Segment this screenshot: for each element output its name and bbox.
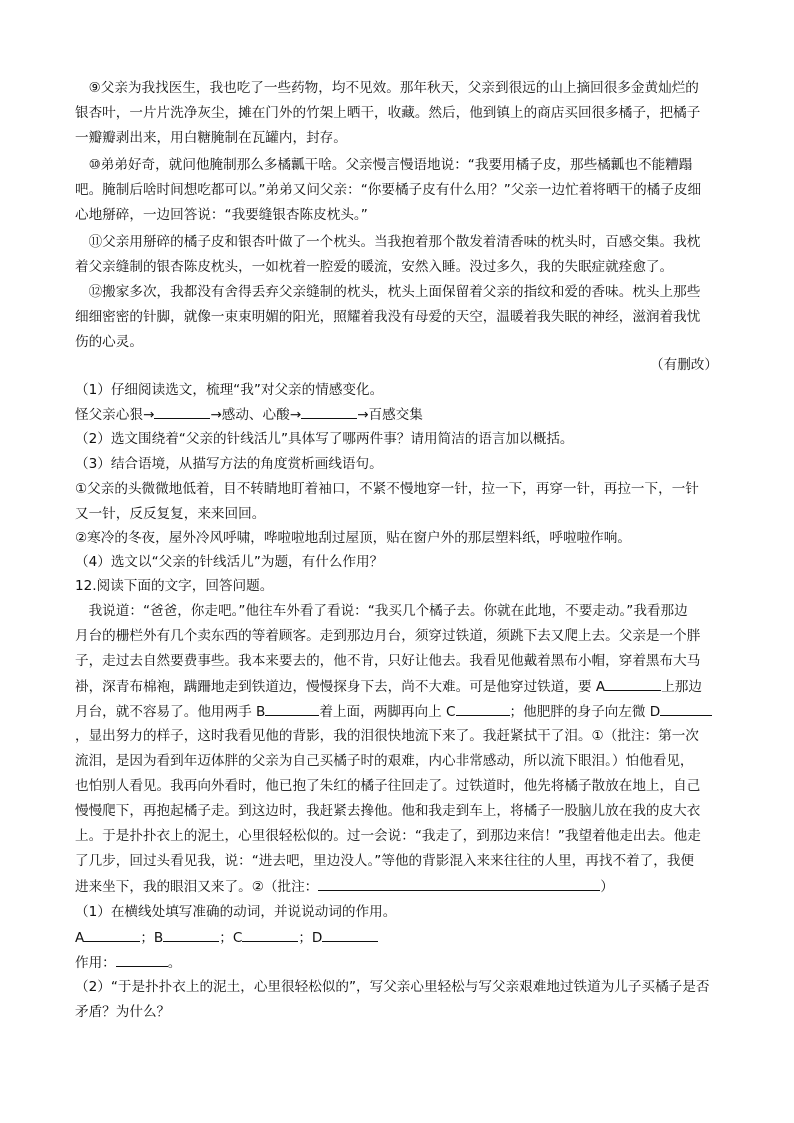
passage-line: 吧。腌制后啥时间想吃都可以。”弟弟又问父亲：“你要橘子皮有什么用？”父亲一边忙着将晒干的橘子皮细 <box>75 182 702 198</box>
label-a: A <box>75 930 85 946</box>
passage-line: ⑨父亲为我找医生，我也吃了一些药物，均不见效。那年秋天，父亲到很远的山上摘回很多金黄灿烂的 <box>75 80 699 96</box>
annotation-blank[interactable] <box>318 876 600 891</box>
passage-line: 子，走过去自然要费事些。我本来要去的，他不肯，只好让他去。我看见他戴着黑布小帽，穿着黑布大马 <box>75 653 701 669</box>
question-2: （2）选文围绕着“父亲的针线活儿”具体写了哪两件事？请用简洁的语言加以概括。 <box>75 431 574 447</box>
blank-d[interactable] <box>660 701 712 716</box>
passage-line: 心地掰碎，一边回答说：“我要缝银杏陈皮枕头。” <box>75 207 368 223</box>
passage-line: 也怕别人看见。我再向外看时，他已抱了朱红的橘子往回走了。过铁道时，他先将橘子散放在地上，自己 <box>75 778 701 794</box>
source-note: （有删改） <box>650 357 718 373</box>
passage-line: ，显出努力的样子，这时我看见他的背影，我的泪很快地流下来了。我赶紧拭干了泪。①（批注：第一次 <box>75 728 699 744</box>
answer-blank[interactable] <box>301 404 357 419</box>
passage-line <box>75 876 725 897</box>
blank-c[interactable] <box>456 701 510 716</box>
passage-line: ⑩弟弟好奇，就问他腌制那么多橘瓤干啥。父亲慢言慢语地说：“我要用橘子皮，那些橘瓤也不能糟蹋 <box>75 157 693 173</box>
answer-blank-a[interactable] <box>84 927 140 942</box>
passage-line: 细细密密的针脚，就像一束束明媚的阳光，照耀着我没有母爱的天空，温暖着我失眠的神经，滋润着我忧 <box>75 309 701 325</box>
passage-line: 了几步，回过头看见我，说：“进去吧，里边没人。”等他的背影混入来来往往的人里，再找不着了，我便 <box>75 853 695 869</box>
blank-a[interactable] <box>605 676 661 691</box>
answer-blank[interactable] <box>154 404 210 419</box>
passage-text: ；他肥胖的身子向左微 D <box>509 704 661 720</box>
passage-line: ⑫搬家多次，我都没有舍得丢弃父亲缝制的枕头，枕头上面保留着父亲的指纹和爱的香味。枕头上那些 <box>75 284 701 300</box>
q12-sub2: （2）“于是扑扑衣上的泥土，心里很轻松似的”，写父亲心里轻松与写父亲艰难地过铁道为儿子买橘子是否 <box>75 979 710 995</box>
question-3: （3）结合语境，从描写方法的角度赏析画线语句。 <box>75 456 383 472</box>
function-blank[interactable] <box>116 952 168 967</box>
passage-line: 着父亲缝制的银杏陈皮枕头，一如枕着一腔爱的暖流，安然入睡。没过多久，我的失眠症就痊愈了。 <box>75 259 674 275</box>
passage-text: 上那边 <box>661 679 702 695</box>
passage-text: 褂，深青布棉袍，蹒跚地走到铁道边，慢慢探身下去，尚不大难。可是他穿过铁道，要 A <box>75 679 606 695</box>
q12-sub1: （1）在横线处填写准确的动词，并说说动词的作用。 <box>75 904 397 920</box>
chain-end: →百感交集 <box>357 407 423 423</box>
passage-text: 月台，就不容易了。他用两手 B <box>75 704 266 720</box>
passage-text: 进来坐下，我的眼泪又来了。②（批注： <box>75 879 319 895</box>
quote-line: 又一针，反反复复，来来回回。 <box>75 506 266 522</box>
passage-line: 流泪，是因为看到年迈体胖的父亲为自己买橘子时的艰难，内心非常感动，所以流下眼泪。）怕他看见， <box>75 753 694 769</box>
passage-text: ） <box>600 879 614 895</box>
label-d: ；D <box>298 930 323 946</box>
passage-line: 月台的栅栏外有几个卖东西的等着顾客。走到那边月台，须穿过铁道，须跳下去又爬上去。父亲是一个胖 <box>75 628 701 644</box>
q12-sub2: 矛盾？为什么？ <box>75 1004 171 1020</box>
passage-line <box>75 676 725 697</box>
answer-blank-d[interactable] <box>322 927 378 942</box>
emotion-chain <box>75 404 725 425</box>
function-line <box>75 952 725 973</box>
passage-line: 上。于是扑扑衣上的泥土，心里很轻松似的。过一会说：“我走了，到那边来信！”我望着他走出去。他走 <box>75 828 701 844</box>
chain-start: 怪父亲心狠→ <box>75 407 155 423</box>
question-4: （4）选文以“父亲的针线活儿”为题，有什么作用？ <box>75 554 384 570</box>
question-12-title: 12.阅读下面的文字，回答问题。 <box>75 578 274 594</box>
answer-blank-c[interactable] <box>242 927 298 942</box>
answer-blank-b[interactable] <box>163 927 219 942</box>
passage-text: 着上面，两脚再向上 C <box>319 704 456 720</box>
passage-line: 我说道：“爸爸，你走吧。”他往车外看了看说：“我买几个橘子去。你就在此地，不要走动。”我看那边 <box>75 603 688 619</box>
label-c: ；C <box>219 930 243 946</box>
passage-line: ⑪父亲用掰碎的橘子皮和银杏叶做了一个枕头。当我抱着那个散发着清香味的枕头时，百感交集。我枕 <box>75 234 701 250</box>
function-label: 作用： <box>75 955 116 971</box>
passage-line: 伤的心灵。 <box>75 334 143 350</box>
passage-line: 慢慢爬下，再抱起橘子走。到这边时，我赶紧去搀他。他和我走到车上，将橘子一股脑儿放在我的皮大衣 <box>75 803 701 819</box>
verb-blanks <box>75 927 725 948</box>
label-b: ；B <box>140 930 164 946</box>
blank-b[interactable] <box>265 701 319 716</box>
quote-line: ②寒冷的冬夜，屋外冷风呼啸，哗啦啦地刮过屋顶，贴在窗户外的那层塑料纸，呼啦啦作响。 <box>75 530 631 546</box>
question-1: （1）仔细阅读选文，梳理“我”对父亲的情感变化。 <box>75 382 384 398</box>
passage-line <box>75 701 725 722</box>
passage-line: 一瓣瓣剥出来，用白糖腌制在瓦罐内，封存。 <box>75 130 347 146</box>
quote-line: ①父亲的头微微地低着，目不转睛地盯着袖口，不紧不慢地穿一针，拉一下，再穿一针，再拉一下，一针 <box>75 481 699 497</box>
chain-middle: →感动、心酸→ <box>210 407 302 423</box>
function-end: 。 <box>167 955 182 971</box>
passage-line: 银杏叶，一片片洗净灰尘，摊在门外的竹架上晒干，收藏。然后，他到镇上的商店买回很多橘子，把橘子 <box>75 105 701 121</box>
